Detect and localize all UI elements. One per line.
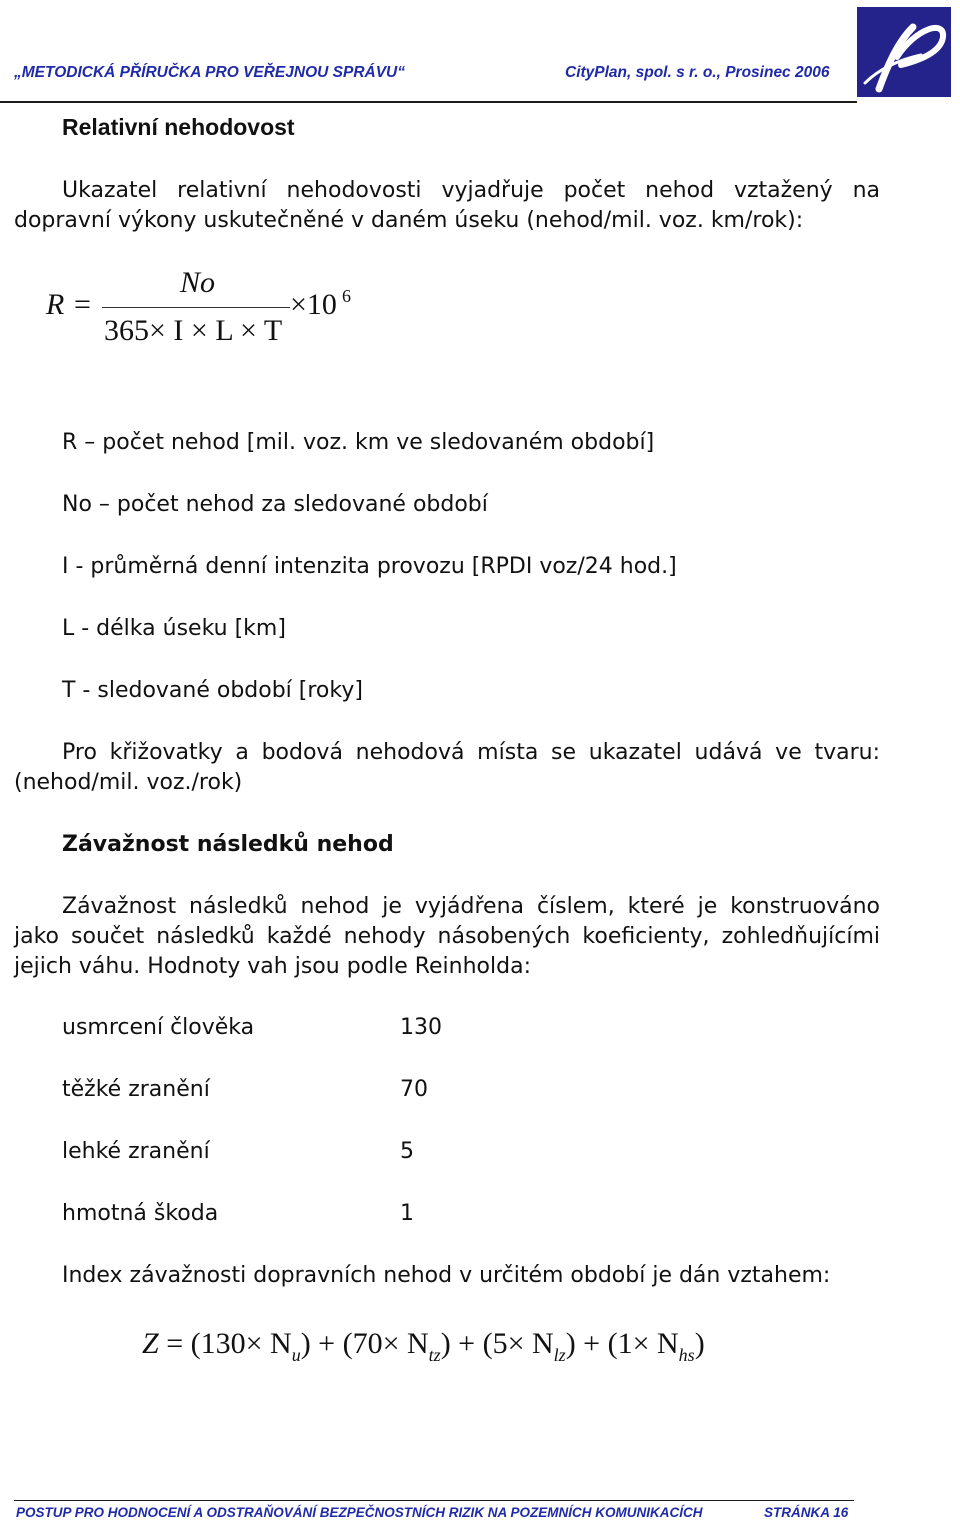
weight-value-damage: 1: [400, 1201, 414, 1226]
formula-r-lhs: R: [46, 288, 65, 321]
formula-z: $Z = (130\times N_u) + (70\times N_{tz}) + (5\times N_{lz}) + (1\times N_{hs})$: [142, 1327, 705, 1365]
formula-r-denominator: 365× I × L × T: [104, 314, 283, 347]
paragraph-relative: Ukazatel relativní nehodovosti vyjadřuje počet nehod vztažený na dopravní výkony uskutečněné v daném úseku (nehod/mil. voz. km/rok):: [14, 178, 880, 233]
logo-icon: [857, 7, 951, 97]
weight-label-death: usmrcení člověka: [62, 1015, 255, 1040]
section-title-severity: Závažnost následků nehod: [62, 832, 394, 857]
definition-no: No – počet nehod za sledované období: [62, 492, 488, 517]
header-divider: [0, 101, 857, 103]
weight-value-serious: 70: [400, 1077, 428, 1102]
weight-label-damage: hmotná škoda: [62, 1201, 219, 1226]
weight-value-light: 5: [400, 1139, 414, 1164]
definition-r: R – počet nehod [mil. voz. km ve sledovaném období]: [62, 430, 655, 455]
section-title-relative: Relativní nehodovost: [62, 114, 295, 140]
paragraph-severity: Závažnost následků nehod je vyjádřena číslem, které je konstruováno jako součet následků každé nehody násobených koeficienty, zohledňujícími jejich váhu. Hodnoty vah jsou podle Reinholda:: [14, 894, 880, 979]
fraction-bar: [102, 307, 290, 308]
formula-r-equals: =: [74, 288, 91, 321]
index-intro-text: Index závažnosti dopravních nehod v určitém období je dán vztahem:: [62, 1263, 831, 1288]
definition-i: I - průměrná denní intenzita provozu [RPDI voz/24 hod.]: [62, 554, 677, 579]
formula-r-exponent: 6: [342, 286, 351, 306]
footer-title: POSTUP PRO HODNOCENÍ A ODSTRAŇOVÁNÍ BEZPEČNOSTNÍCH RIZIK NA POZEMNÍCH KOMUNIKACÍCH: [16, 1505, 703, 1520]
footer-page-number: STRÁNKA 16: [764, 1505, 849, 1520]
formula-r-numerator: No: [180, 266, 216, 299]
paragraph-junctions: Pro křižovatky a bodová nehodová místa se ukazatel udává ve tvaru: (nehod/mil. voz./rok): [14, 740, 880, 795]
header-company: CityPlan, spol. s r. o., Prosinec 2006: [565, 64, 830, 81]
weight-label-light: lehké zranění: [62, 1139, 210, 1164]
definition-l: L - délka úseku [km]: [62, 616, 286, 641]
header-title: „METODICKÁ PŘÍRUČKA PRO VEŘEJNOU SPRÁVU“: [14, 64, 405, 81]
definition-t: T - sledované období [roky]: [62, 678, 363, 703]
company-logo: [857, 7, 951, 97]
footer-divider: [14, 1500, 854, 1501]
weight-label-serious: těžké zranění: [62, 1077, 210, 1102]
weight-value-death: 130: [400, 1015, 442, 1040]
formula-r-multiplier: ×10: [290, 288, 337, 321]
